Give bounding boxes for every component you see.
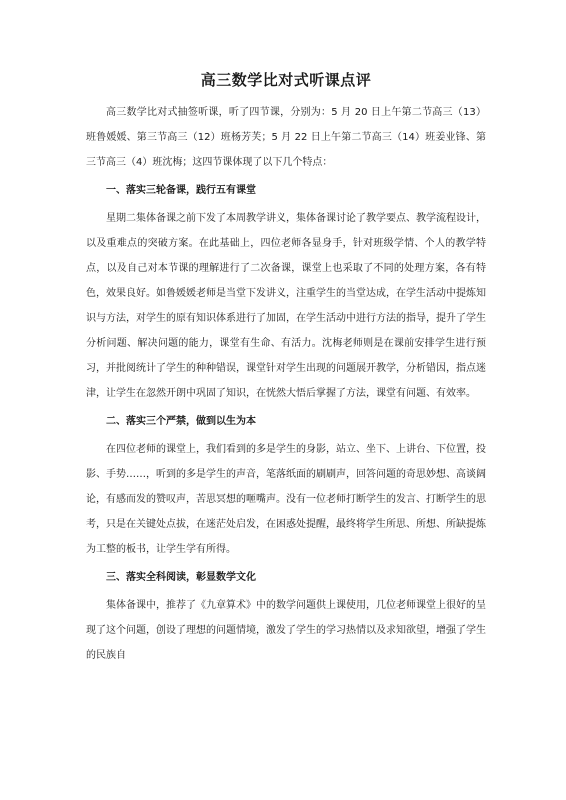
section-3-heading: 三、落实全科阅读，彰显数学文化 — [106, 572, 256, 583]
intro-paragraph: 高三数学比对式抽签听课，听了四节课，分别为：5 月 20 日上午第二节高三（13）班鲁媛媛、第三节高三（12）班杨芳芙；5 月 22 日上午第二节高三（14）班姜业锋、第三节高三（4）班沈梅；这四节课体现了以下几个特点： — [86, 107, 486, 168]
section-1-heading: 一、落实三轮备课，践行五有课堂 — [106, 185, 256, 196]
section-2-body: 在四位老师的课堂上，我们看到的多是学生的身影，站立、坐下、上讲台、下位置，投影、手势……，听到的多是学生的声音，笔落纸面的刷刷声，回答问题的奇思妙想、高谈阔论，有感而发的赞叹声，苦思冥想的咂嘴声。没有一位老师打断学生的发言、打断学生的思考，只是在关键处点拔，在迷茫处启发，在困惑处提醒，最终将学生所思、所想、所缺提炼为工整的板书，让学生学有所得。 — [86, 444, 486, 555]
section-3-body: 集体备课中，推荐了《九章算术》中的数学问题供上课使用，几位老师课堂上很好的呈现了这个问题，创设了理想的问题情境，激发了学生的学习热情以及求知欲望，增强了学生的民族自 — [86, 600, 486, 661]
section-2-heading: 二、落实三个严禁，做到以生为本 — [106, 416, 256, 427]
document-page — [86, 70, 486, 668]
section-1-body: 星期二集体备课之前下发了本周教学讲义，集体备课讨论了教学要点、教学流程设计，以及重难点的突破方案。在此基础上，四位老师各显身手，针对班级学情、个人的教学特点，以及自己对本节课的理解进行了二次备课，课堂上也采取了不同的处理方案，各有特色，效果良好。如鲁媛媛老师是当堂下发讲义，注重学生的当堂达成，在学生活动中提炼知识与方法，对学生的原有知识体系进行了加固，在学生活动中进行方法的指导，提升了学生分析问题、解决问题的能力，课堂有生命、有活力。沈梅老师则是在课前安排学生进行预习，并批阅统计了学生的种种错误，课堂针对学生出现的问题展开教学，分析错因，指点迷津，让学生在忽然开朗中巩固了知识，在恍然大悟后掌握了方法，课堂有问题、有效率。 — [86, 213, 486, 399]
document-title: 高三数学比对式听课点评 — [200, 71, 372, 89]
